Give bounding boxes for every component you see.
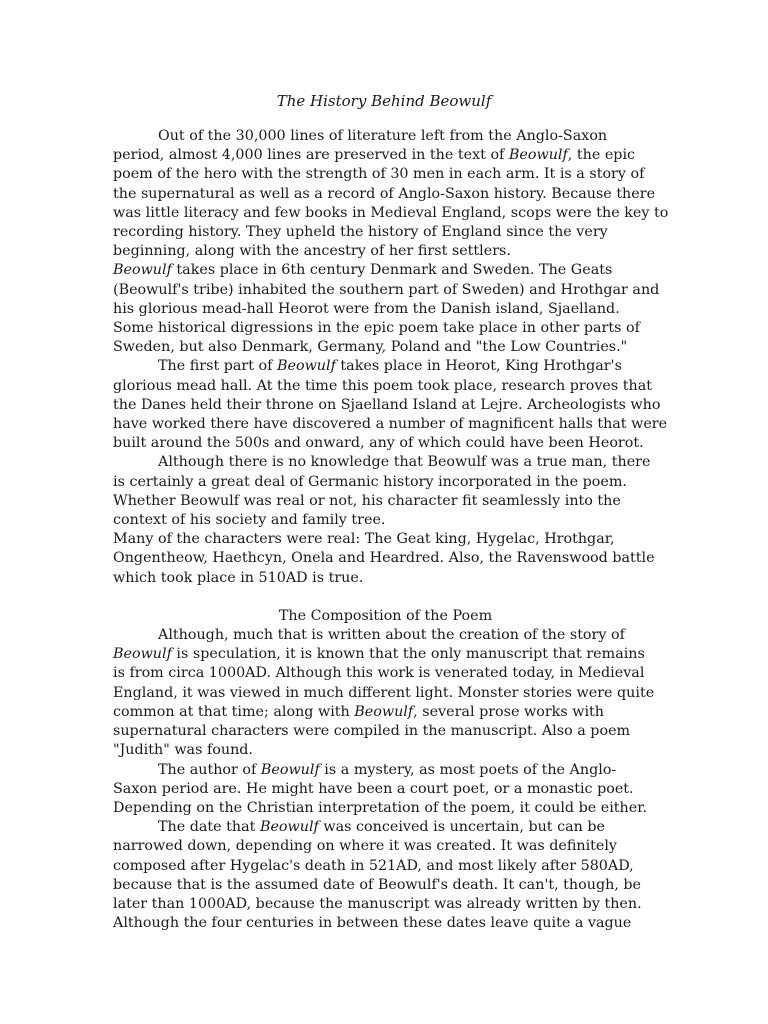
text-line: England, it was viewed in much different light. Monster stories were quite — [113, 684, 655, 701]
title-reference: Beowulf — [354, 703, 414, 720]
paragraph — [113, 453, 658, 530]
text-line: Beowulf is speculation, it is known that the only manuscript that remains — [113, 646, 645, 663]
document-title: The History Behind Beowulf — [276, 92, 492, 110]
text-line: narrowed down, depending on where it was created. It was definitely — [113, 838, 618, 855]
paragraph — [113, 261, 658, 357]
text-line: glorious mead hall. At the time this poem took place, research proves that — [113, 377, 652, 394]
section-heading: The Composition of the Poem — [278, 607, 493, 624]
text-line: context of his society and family tree. — [113, 512, 386, 529]
text-line: because that is the assumed date of Beowulf's death. It can't, though, be — [113, 876, 642, 893]
text-line: recording history. They upheld the history of England since the very — [113, 224, 608, 241]
section-composition — [113, 626, 658, 933]
text-line: Out of the 30,000 lines of literature left from the Anglo-Saxon — [158, 128, 608, 144]
text-line: Many of the characters were real: The Geat king, Hygelac, Hrothgar, — [113, 531, 615, 548]
text-line: Beowulf takes place in 6th century Denmark and Sweden. The Geats — [113, 262, 613, 279]
title-reference: Beowulf — [259, 819, 319, 836]
text-line: which took place in 510AD is true. — [113, 569, 364, 586]
text-line: (Beowulf's tribe) inhabited the southern part of Sweden) and Hrothgar and — [113, 281, 660, 298]
title-reference: Beowulf — [508, 147, 568, 164]
text-line: "Judith" was found. — [113, 742, 253, 759]
text-line: is from circa 1000AD. Although this work is venerated today, in Medieval — [113, 665, 645, 682]
paragraph — [113, 626, 658, 760]
text-line: common at that time; along with Beowulf, several prose works with — [113, 703, 604, 720]
text-line: is certainly a great deal of Germanic history incorporated in the poem. — [113, 473, 627, 490]
text-line: supernatural characters were compiled in the manuscript. Also a poem — [113, 723, 631, 740]
text-line: Some historical digressions in the epic poem take place in other parts of — [113, 320, 640, 337]
text-line: later than 1000AD, because the manuscript was already written by then. — [113, 895, 642, 912]
text-line: the Danes held their throne on Sjaelland Island at Lejre. Archeologists who — [113, 396, 661, 413]
paragraph — [113, 357, 668, 453]
text-line: Although the four centuries in between these dates leave quite a vague — [113, 915, 632, 932]
text-line: Whether Beowulf was real or not, his character fit seamlessly into the — [113, 492, 621, 509]
text-line: The first part of Beowulf takes place in Heorot, King Hrothgar's — [158, 358, 622, 375]
title-reference: Beowulf — [113, 646, 172, 663]
text-line: Although there is no knowledge that Beowulf was a true man, there — [158, 454, 651, 471]
text-line: Although, much that is written about the creation of the story of — [158, 627, 625, 644]
title-reference: Beowulf — [260, 761, 320, 778]
title-reference: Beowulf — [277, 358, 336, 375]
text-line: composed after Hygelac's death in 521AD, and most likely after 580AD, — [113, 857, 634, 874]
paragraph — [113, 127, 669, 261]
text-line: was little literacy and few books in Medieval England, scops were the key to — [113, 204, 669, 221]
document-body — [113, 127, 669, 933]
text-line: Sweden, but also Denmark, Germany, Poland and "the Low Countries." — [113, 339, 628, 356]
text-line: period, almost 4,000 lines are preserved in the text of Beowulf, the epic — [113, 147, 636, 164]
paragraph — [113, 818, 658, 933]
text-line: poem of the hero with the strength of 30 men in each arm. It is a story of — [113, 166, 645, 183]
text-line: the supernatural as well as a record of Anglo-Saxon history. Because there — [113, 185, 656, 202]
paragraph — [113, 761, 658, 819]
text-line: Ongentheow, Haethcyn, Onela and Heardred. Also, the Ravenswood battle — [113, 550, 655, 567]
text-line: Saxon period are. He might have been a court poet, or a monastic poet. — [113, 780, 634, 797]
paragraph — [113, 530, 658, 588]
text-line: The author of Beowulf is a mystery, as most poets of the Anglo- — [158, 761, 617, 778]
text-line: beginning, along with the ancestry of her first settlers. — [113, 243, 511, 260]
text-line: Depending on the Christian interpretation of the poem, it could be either. — [113, 799, 648, 816]
text-line: built around the 500s and onward, any of which could have been Heorot. — [113, 435, 644, 452]
text-line: The date that Beowulf was conceived is uncertain, but can be — [158, 819, 605, 836]
title-reference: Beowulf — [113, 262, 172, 279]
section-history — [113, 127, 669, 588]
text-line: have worked there have discovered a number of magnificent halls that were — [113, 416, 668, 433]
text-line: his glorious mead-hall Heorot were from the Danish island, Sjaelland. — [113, 300, 620, 317]
